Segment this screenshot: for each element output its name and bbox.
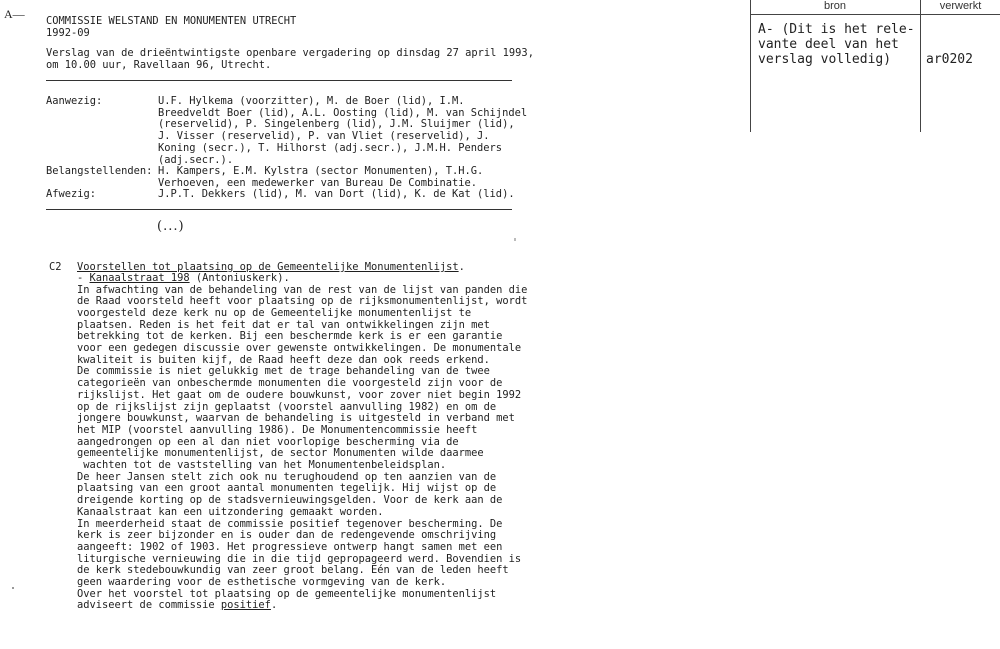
attendance-absent-names — [158, 189, 515, 201]
attendance-label-present: Aanwezig: — [46, 95, 103, 107]
attendance-line: Verhoeven, een medewerker van Bureau De Combinatie. — [158, 176, 478, 189]
attendance-label-absent: Afwezig: — [46, 188, 97, 200]
body-line: plaatsing van een groot aantal monumenten tegelijk. Hij wijst op de — [77, 482, 497, 495]
body-line: kwaliteit is buiten kijf, de Raad heeft deze dan ook reeds erkend. — [77, 353, 490, 366]
stamp-header-rule — [750, 14, 1000, 15]
body-line: jongere bouwkunst, waarvan de behandeling is uitgesteld in verband met — [77, 412, 515, 425]
attendance-line: J.P.T. Dekkers (lid), M. van Dort (lid), K. de Kat (lid). — [158, 188, 515, 200]
attendance-line: Breedveldt Boer (lid), A.L. Oosting (lid), M. van Schijndel — [158, 106, 528, 119]
scan-speck — [514, 238, 516, 241]
body-line: categorieën van onbeschermde monumenten die voorgesteld zijn voor de — [77, 377, 503, 390]
body-line: De commissie is niet gelukkig met de trage behandeling van de twee — [77, 365, 490, 378]
attendance-divider — [46, 209, 512, 210]
stamp-left-rule — [750, 0, 751, 132]
stamp-header-bron: bron — [823, 0, 847, 12]
item-suffix: (Antoniuskerk). — [189, 272, 290, 284]
section-number: C2 — [49, 261, 62, 273]
closing-end: . — [270, 599, 278, 612]
header-divider — [46, 80, 512, 81]
body-line: op de rijkslijst zijn geplaatst (voorstel aanvulling 1982) en om de — [77, 400, 497, 413]
body-line: betrekking tot de kerken. Bij een beschermde kerk is er een garantie — [77, 330, 503, 343]
archive-stamp — [750, 0, 1000, 132]
body-line: de Raad voorsteld heeft voor plaatsing op de rijksmonumentenlijst, wordt — [77, 295, 528, 308]
attendance-line: (adj.secr.). — [158, 153, 234, 166]
body-line: voor een gedegen discussie over gewenste ontwikkelingen. De monumentale — [77, 342, 522, 355]
attendance-line: H. Kampers, E.M. Kylstra (sector Monumenten), T.H.G. — [158, 165, 484, 177]
body-line: plaatsen. Reden is het feit dat er tal van ontwikkelingen zijn met — [77, 318, 490, 331]
item-address: Kanaalstraat 198 — [89, 272, 190, 284]
document-year: 1992-09 — [46, 27, 90, 39]
closing-line-1: Over het voorstel tot plaatsing op de gemeentelijke monumentenlijst — [77, 587, 497, 600]
omission-ellipsis: (...) — [157, 219, 185, 234]
stamp-bron-line: A- (Dit is het rele- — [758, 22, 915, 37]
closing-line-2 — [77, 600, 527, 612]
section-title-end: . — [458, 261, 465, 273]
stamp-middle-rule — [920, 0, 921, 132]
body-line: wachten tot de vaststelling van het Monumentenbeleidsplan. — [77, 459, 447, 472]
body-line: In meerderheid staat de commissie positief tegenover bescherming. De — [77, 517, 503, 530]
report-line-1: Verslag van de drieëntwintigste openbare vergadering op dinsdag 27 april 1993, — [46, 47, 534, 59]
body-line: kerk is zeer bijzonder en is ouder dan de redengevende omschrijving — [77, 529, 497, 542]
body-line: gemeentelijke monumentenlijst, de sector Monumenten wilde daarmee — [77, 447, 484, 460]
body-line: geen waardering voor de esthetische vormgeving van de kerk. — [77, 576, 447, 589]
section-body — [77, 285, 527, 613]
body-line: de kerk stedebouwkundig van zeer groot belang. Eén van de leden heeft — [77, 564, 509, 577]
body-line: aangedrongen op een al dan niet voorlopige bescherming via de — [77, 435, 459, 448]
attendance-line: Koning (secr.), T. Hilhorst (adj.secr.), J.M.H. Penders — [158, 141, 503, 154]
item-prefix: - — [77, 272, 90, 284]
stamp-header-verwerkt: verwerkt — [939, 0, 982, 12]
body-line: aangeeft: 1902 of 1903. Het progressieve ontwerp hangt samen met een — [77, 540, 503, 553]
attendance-interested-names — [158, 166, 483, 189]
body-line: dreigende korting op de stadsvernieuwingsgelden. Voor de kerk aan de — [77, 494, 503, 507]
body-line: liturgische vernieuwing die in die tijd gepropageerd werd. Bovendien is — [77, 552, 522, 565]
section-title: Voorstellen tot plaatsing op de Gemeentelijke Monumentenlijst — [77, 261, 459, 273]
section-item-line — [77, 273, 290, 285]
closing-prefix: adviseert de commissie — [77, 599, 221, 612]
attendance-label-interested: Belangstellenden: — [46, 165, 153, 177]
body-line: rijkslijst. Het gaat om de oudere bouwkunst, voor zover niet begin 1992 — [77, 388, 522, 401]
attendance-present-names — [158, 96, 527, 166]
attendance-line: J. Visser (reservelid), P. van Vliet (reservelid), J. — [158, 130, 490, 143]
body-line: voorgesteld deze kerk nu op de Gemeentelijke monumentenlijst te — [77, 306, 472, 319]
body-line: het MIP (voorstel aanvulling 1986). De Monumentencommissie heeft — [77, 423, 478, 436]
body-line: In afwachting van de behandeling van de rest van de lijst van panden die — [77, 283, 528, 296]
attendance-line: (reservelid), P. Singelenberg (lid), J.M. Sluijmer (lid), — [158, 118, 515, 131]
corner-mark: A— — [4, 7, 25, 21]
stamp-bron-line: verslag volledig) — [758, 52, 892, 67]
body-line: Kanaalstraat kan een uitzondering gemaakt worden. — [77, 505, 384, 518]
body-line: De heer Jansen stelt zich ook nu terughoudend op ten aanzien van de — [77, 470, 497, 483]
scan-speck — [12, 587, 14, 589]
stamp-bron-line: vante deel van het — [758, 37, 899, 52]
report-line-2: om 10.00 uur, Ravellaan 96, Utrecht. — [46, 59, 272, 71]
organization-name: COMMISSIE WELSTAND EN MONUMENTEN UTRECHT — [46, 15, 297, 27]
attendance-line: U.F. Hylkema (voorzitter), M. de Boer (lid), I.M. — [158, 95, 465, 107]
closing-verdict: positief — [220, 599, 271, 612]
stamp-verwerkt-value: ar0202 — [926, 52, 973, 67]
stamp-bron-note — [758, 22, 915, 67]
